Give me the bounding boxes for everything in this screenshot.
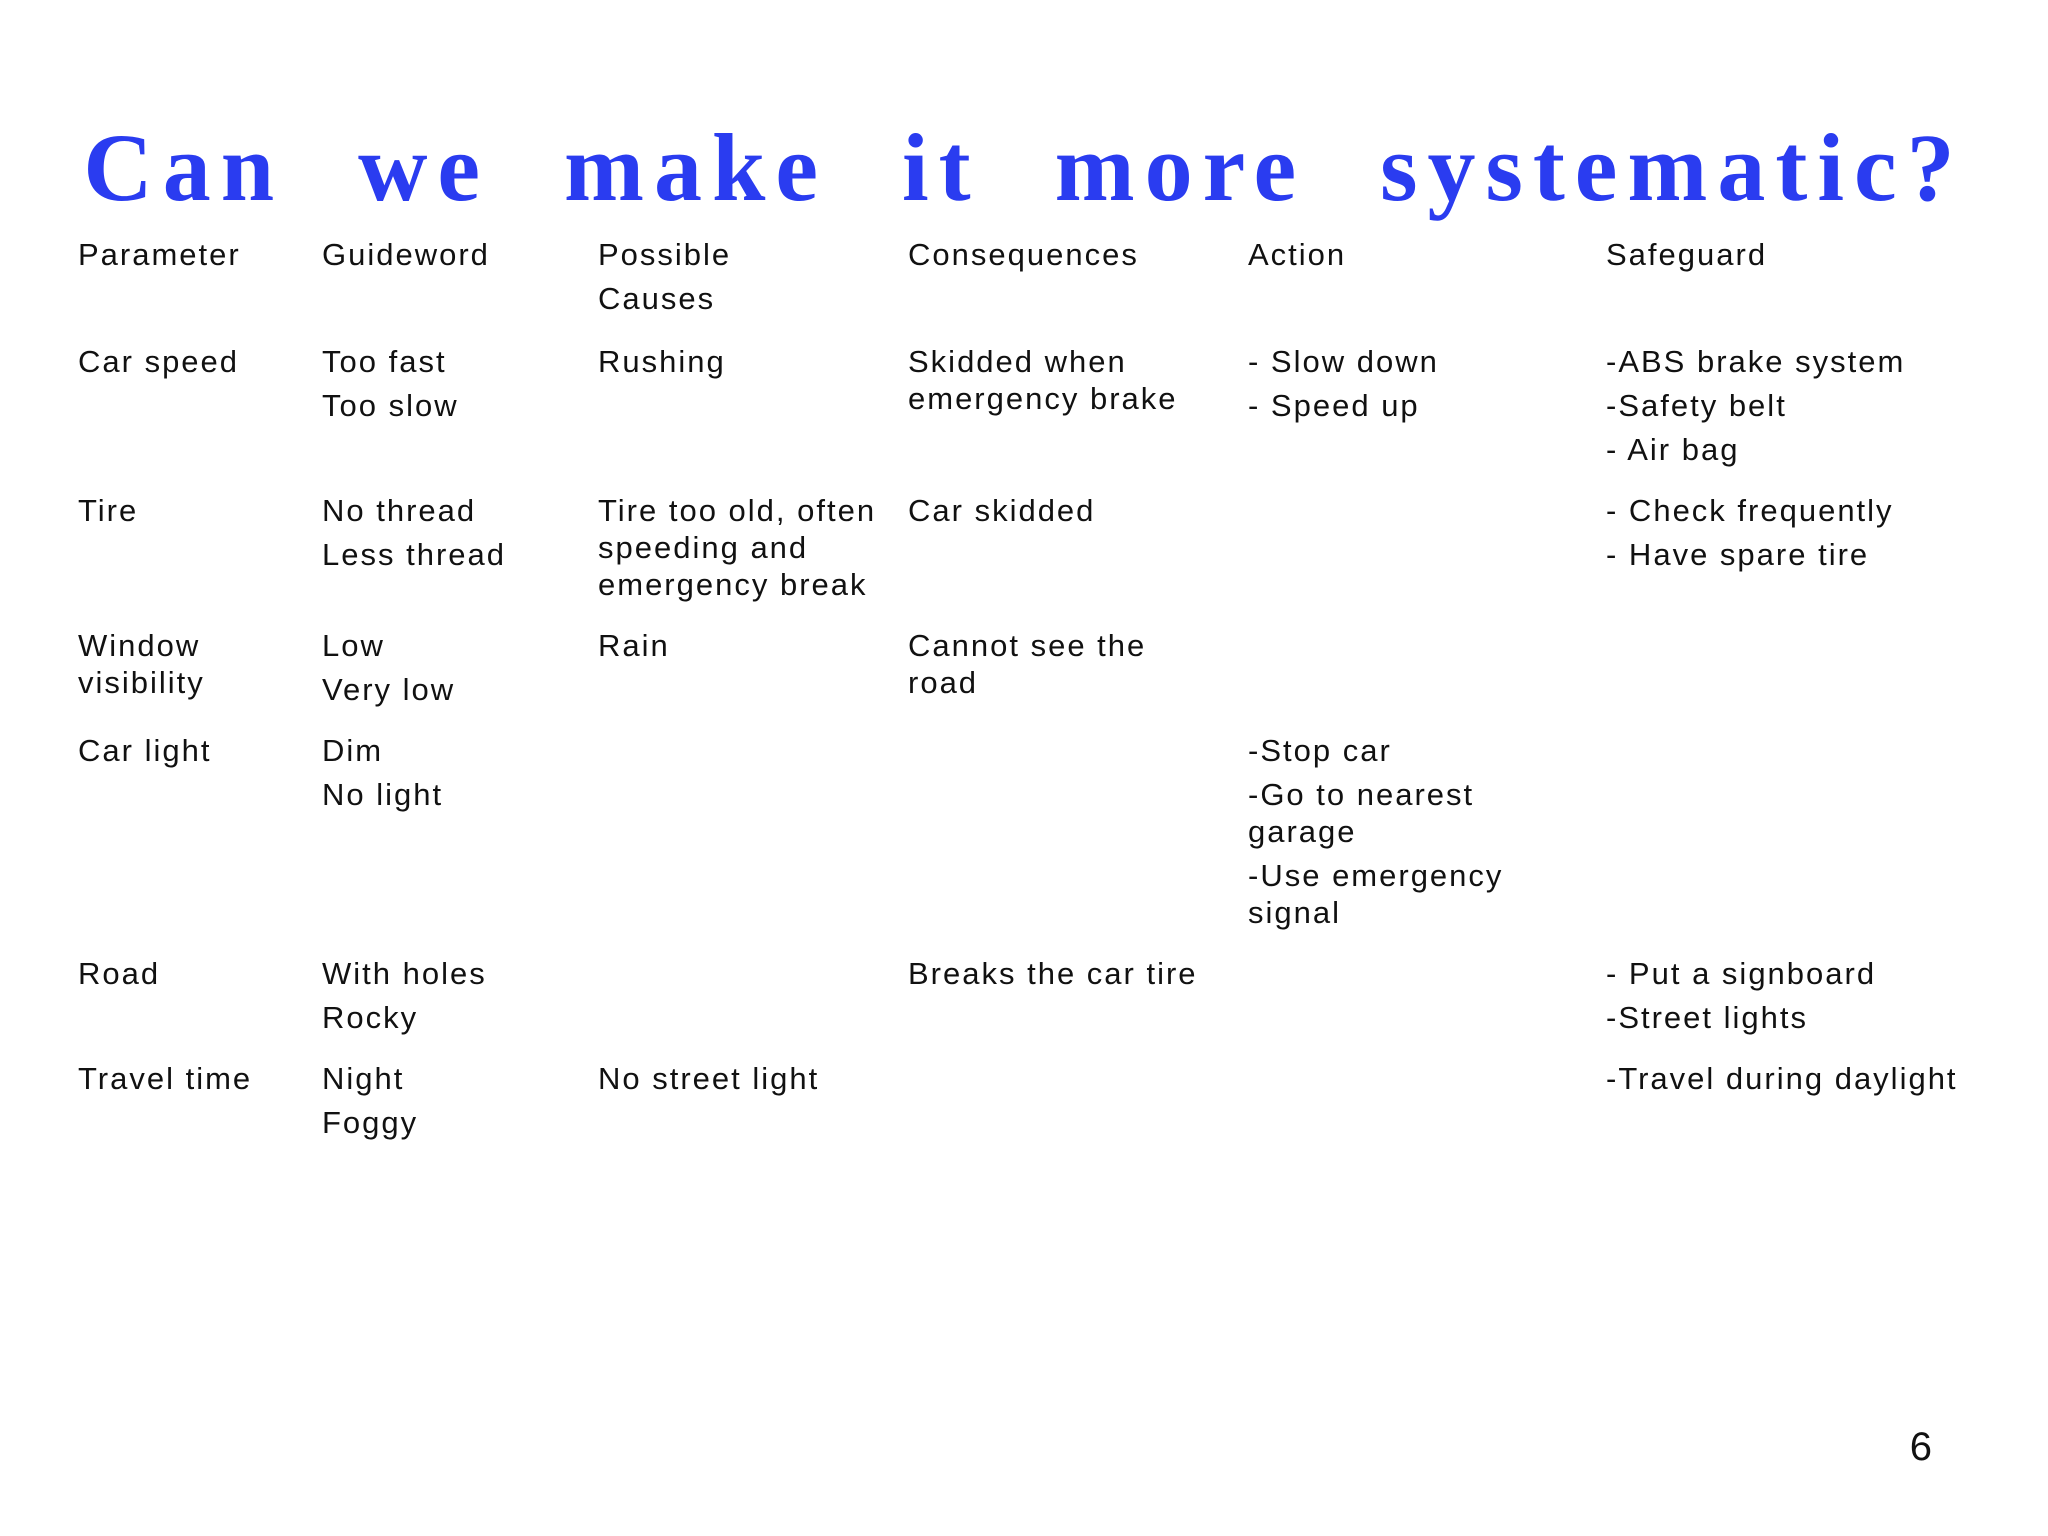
cell-consequences [898, 343, 1238, 492]
cell-line: No light [322, 777, 444, 812]
cell-guideword [312, 343, 588, 492]
cell-line: -Safety belt [1606, 388, 1787, 423]
cell-consequences [898, 492, 1238, 627]
header-consequences [898, 236, 1238, 343]
cell-causes [588, 955, 898, 1060]
cell-line: Very low [322, 672, 456, 707]
cell-line: -ABS brake system [1606, 344, 1906, 379]
table-row [68, 627, 1988, 732]
cell-guideword [312, 1060, 588, 1165]
table-row [68, 955, 1988, 1060]
cell-action [1238, 343, 1596, 492]
cell-line: Tire too old, often speeding and emergency break [598, 493, 877, 602]
cell-line: - Speed up [1248, 388, 1420, 423]
header-causes-line-2: Causes [598, 281, 716, 316]
cell-safeguard [1596, 1060, 1988, 1165]
cell-line: -Go to nearest garage [1248, 777, 1475, 849]
cell-line: - Slow down [1248, 344, 1439, 379]
header-action-text: Action [1248, 237, 1347, 272]
cell-causes [588, 1060, 898, 1165]
header-guideword [312, 236, 588, 343]
cell-line: Dim [322, 733, 384, 768]
cell-line: Tire [78, 493, 139, 528]
header-parameter [68, 236, 312, 343]
cell-line: - Have spare tire [1606, 537, 1870, 572]
cell-line: Car speed [78, 344, 240, 379]
page-number: 6 [1909, 1425, 1932, 1469]
cell-line: Rain [598, 628, 670, 663]
cell-line: With holes [322, 956, 487, 991]
cell-safeguard [1596, 732, 1988, 955]
cell-line: Car light [78, 733, 212, 768]
cell-line: Road [78, 956, 161, 991]
cell-line: No thread [322, 493, 477, 528]
cell-line: Cannot see the road [908, 628, 1147, 700]
cell-causes [588, 627, 898, 732]
cell-guideword [312, 627, 588, 732]
cell-line: Rushing [598, 344, 726, 379]
cell-parameter [68, 732, 312, 955]
cell-line: - Air bag [1606, 432, 1740, 467]
cell-line: -Street lights [1606, 1000, 1809, 1035]
cell-causes [588, 492, 898, 627]
cell-parameter [68, 627, 312, 732]
cell-line: Skidded when emergency brake [908, 344, 1178, 416]
table-row [68, 732, 1988, 955]
cell-safeguard [1596, 627, 1988, 732]
cell-line: Less thread [322, 537, 506, 572]
cell-action [1238, 732, 1596, 955]
header-action [1238, 236, 1596, 343]
cell-line: Travel time [78, 1061, 253, 1096]
cell-parameter [68, 1060, 312, 1165]
cell-line: -Stop car [1248, 733, 1392, 768]
cell-parameter [68, 492, 312, 627]
cell-line: Breaks the car tire [908, 956, 1198, 991]
slide-title: Can we make it more systematic? [83, 114, 1965, 221]
header-consequences-text: Consequences [908, 237, 1139, 272]
cell-line: Foggy [322, 1105, 419, 1140]
cell-line: Too slow [322, 388, 459, 423]
table-row [68, 343, 1988, 492]
cell-line: Rocky [322, 1000, 419, 1035]
cell-guideword [312, 492, 588, 627]
cell-action [1238, 492, 1596, 627]
cell-line: Low [322, 628, 385, 663]
cell-causes [588, 343, 898, 492]
cell-line: - Check frequently [1606, 493, 1894, 528]
cell-guideword [312, 732, 588, 955]
header-causes-line-1: Possible [598, 237, 732, 272]
cell-safeguard [1596, 955, 1988, 1060]
cell-line: -Use emergency signal [1248, 858, 1504, 930]
hazop-table [68, 236, 1988, 1165]
cell-line: Too fast [322, 344, 447, 379]
header-safeguard-text: Safeguard [1606, 237, 1768, 272]
cell-consequences [898, 732, 1238, 955]
cell-line: No street light [598, 1061, 820, 1096]
table-row [68, 492, 1988, 627]
header-safeguard [1596, 236, 1988, 343]
header-possible-causes [588, 236, 898, 343]
cell-consequences [898, 955, 1238, 1060]
cell-guideword [312, 955, 588, 1060]
cell-line: - Put a signboard [1606, 956, 1877, 991]
cell-action [1238, 955, 1596, 1060]
cell-line: Night [322, 1061, 405, 1096]
cell-parameter [68, 955, 312, 1060]
cell-parameter [68, 343, 312, 492]
cell-consequences [898, 1060, 1238, 1165]
cell-action [1238, 627, 1596, 732]
header-guideword-text: Guideword [322, 237, 490, 272]
cell-consequences [898, 627, 1238, 732]
cell-safeguard [1596, 492, 1988, 627]
cell-safeguard [1596, 343, 1988, 492]
header-parameter-text: Parameter [78, 237, 241, 272]
cell-action [1238, 1060, 1596, 1165]
cell-causes [588, 732, 898, 955]
table-header-row [68, 236, 1988, 343]
table-row [68, 1060, 1988, 1165]
cell-line: Window visibility [78, 628, 205, 700]
cell-line: -Travel during daylight [1606, 1061, 1958, 1096]
cell-line: Car skidded [908, 493, 1096, 528]
